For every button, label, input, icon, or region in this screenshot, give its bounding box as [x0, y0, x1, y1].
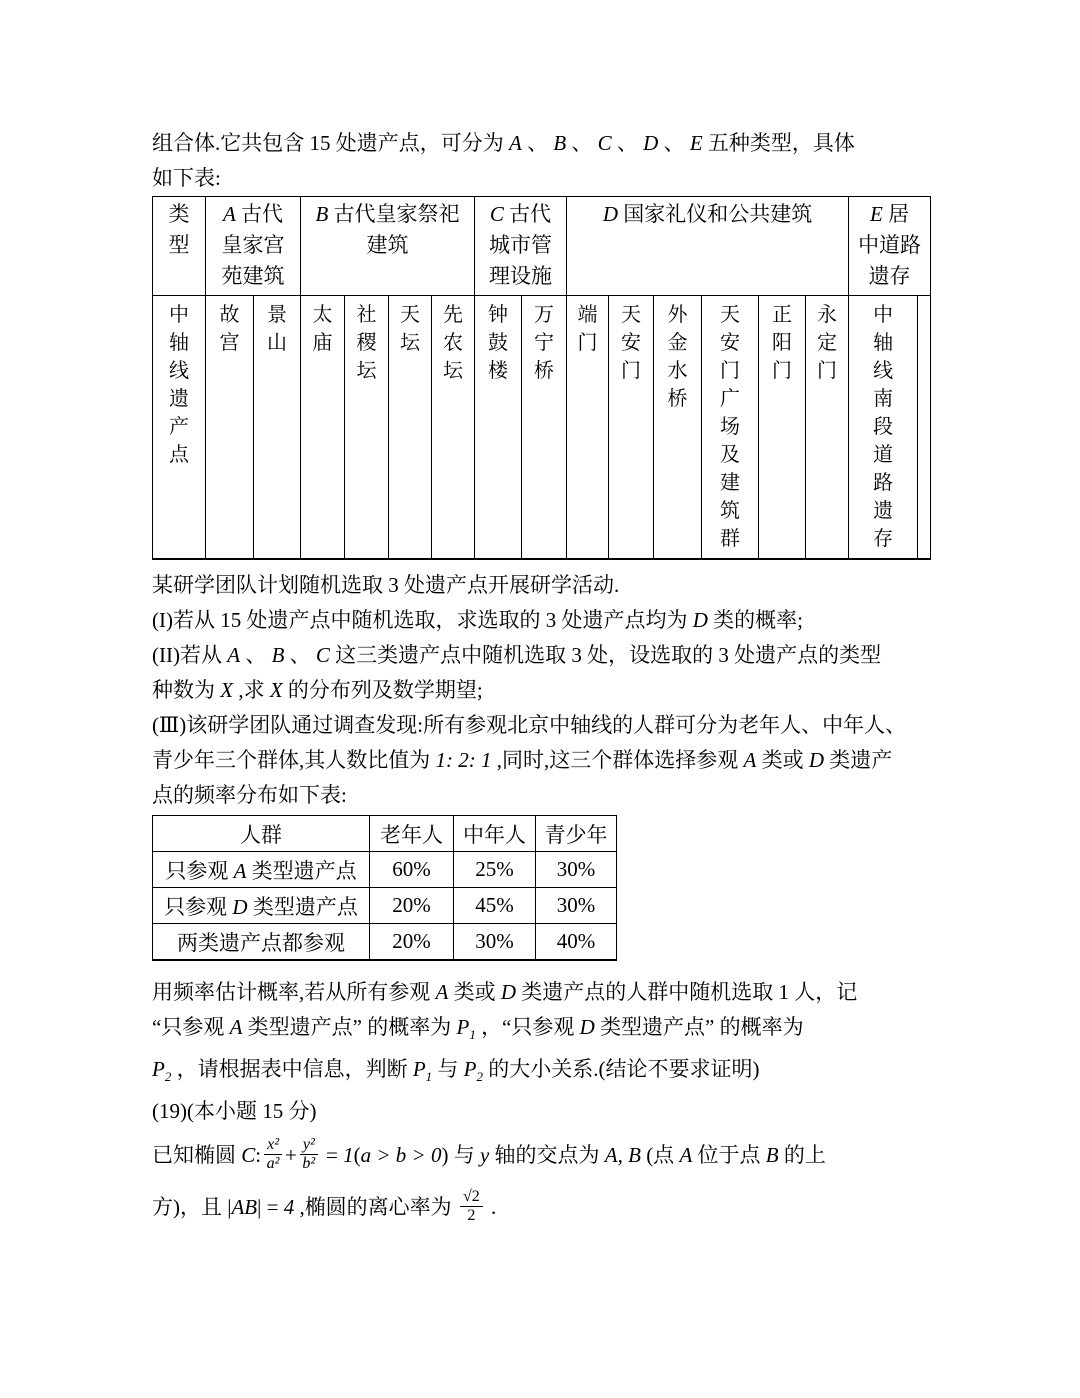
table1-header-category-b: B 古代皇家祭祀 建筑 [301, 197, 475, 296]
table1-site-cell [567, 296, 609, 560]
probability-comparison-paragraph: 用频率估计概率,若从所有参观 A 类或 D 类遗产点的人群中随机选取 1 人，记 “只参观 A 类型遗产点” 的概率为 $P_1$ ，“只参观 D 类型遗产点” 的概率为 $P_2$ ，请根据表中信息，判断 $P_1$ 与 $P_2$ 的大小关系.(结论不要求证明) [152, 980, 858, 1085]
table2-value: 45% [454, 888, 536, 924]
question-part3: (Ⅲ)该研学团队通过调查发现:所有参观北京中轴线的人群可分为老年人、中年人、 青少年三个群体,其人数比值为 1: 2: 1 ,同时,这三个群体选择参观 A 类或 D 类遗产 点的频率分布如下表: [152, 713, 907, 807]
table1-header-category-d: D 国家礼仪和公共建筑 [567, 197, 849, 296]
table1-site-cell [806, 296, 849, 560]
site-name: 天安门 [621, 304, 642, 382]
table2-row-only-d [153, 888, 617, 924]
activity-paragraph: 某研学团队计划随机选取 3 处遗产点开展研学活动. [152, 573, 620, 597]
site-name: 万宁桥 [534, 304, 555, 382]
site-name: 端门 [577, 304, 598, 354]
table2-header-youth: 青少年 [536, 816, 617, 852]
table2-value: 30% [536, 852, 617, 888]
table1-site-cell [654, 296, 702, 560]
site-name: 正阳门 [772, 304, 793, 382]
question-part2: (II)若从 A 、 B 、 C 这三类遗产点中随机选取 3 处，设选取的 3 处遗产点的类型 种数为 X ,求 X 的分布列及数学期望; [152, 643, 882, 702]
frequency-table [152, 815, 617, 961]
intro-paragraph: 组合体.它共包含 15 处遗产点，可分为 A 、 B 、 C 、 D 、 E 五种类型，具体 如下表: [152, 131, 855, 190]
table2-value: 30% [536, 888, 617, 924]
table2-value: 40% [536, 924, 617, 961]
table1-sites-row [153, 296, 931, 560]
site-name: 太庙 [312, 304, 333, 354]
site-name: 天安门广场及建筑群 [720, 304, 741, 550]
table1-header-type: 类 型 [153, 197, 206, 296]
table2-row-label: 两类遗产点都参观 [153, 924, 370, 961]
question19-ellipse-statement: 已知椭圆 C: $\frac{\text{x²}}{\text{a²}}$ + $\frac{\text{y²}}{\text{b²}}$ = 1(a > b > 0) 与 y 轴的交点为 A, B (点 A 位于点 B 的上 方)，且 |AB| = 4 ,椭圆的离心率为 $\frac{√2}{2}$ . [152, 1135, 826, 1225]
table1-site-cell [389, 296, 432, 560]
site-name: 先农坛 [443, 304, 463, 382]
table1-site-cell [432, 296, 475, 560]
site-name: 天坛 [400, 304, 420, 354]
question19-title: (19)(本小题 15 分) [152, 1099, 317, 1124]
table2-header-group: 人群 [153, 816, 370, 852]
table1-site-cell [475, 296, 522, 560]
site-name: 中轴线南段道路遗存 [873, 304, 894, 550]
page-content [152, 126, 934, 1233]
table2-row-label: 只参观 D 类型遗产点 [153, 888, 370, 924]
table2-row-only-a [153, 852, 617, 888]
table1-site-cell [609, 296, 654, 560]
site-name: 故宫 [219, 304, 240, 354]
site-name: 外金水桥 [667, 304, 688, 410]
heritage-sites-table [152, 196, 931, 560]
table1-header-category-e: E 居 中道路 遗存 [849, 197, 931, 296]
site-name: 社稷坛 [356, 304, 377, 382]
table2-value: 20% [370, 888, 454, 924]
question-part1: (I)若从 15 处遗产点中随机选取，求选取的 3 处遗产点均为 D 类的概率; [152, 608, 803, 632]
table2-value: 30% [454, 924, 536, 961]
table1-site-cell [254, 296, 301, 560]
table2-row-label: 只参观 A 类型遗产点 [153, 852, 370, 888]
table1-site-cell [702, 296, 759, 560]
table1-site-cell [301, 296, 345, 560]
table1-header-category-c: C 古代 城市管 理设施 [475, 197, 567, 296]
table1-empty-cell [918, 296, 931, 560]
table2-header-elderly: 老年人 [370, 816, 454, 852]
table1-site-cell [522, 296, 567, 560]
table1-row-header-cell [153, 296, 206, 560]
table1-row-header-text: 中轴线遗产点 [169, 304, 189, 466]
site-name: 钟鼓楼 [488, 304, 509, 382]
table1-header-category-a: A 古代 皇家宫 苑建筑 [206, 197, 301, 296]
table2-value: 60% [370, 852, 454, 888]
table1-site-cell [345, 296, 389, 560]
table1-header-row [153, 197, 931, 296]
site-name: 永定门 [817, 304, 838, 382]
table2-header-middleaged: 中年人 [454, 816, 536, 852]
table1-site-cell [206, 296, 254, 560]
table1-site-cell [759, 296, 806, 560]
site-name: 景山 [267, 304, 287, 354]
table2-value: 20% [370, 924, 454, 961]
table2-row-both [153, 924, 617, 961]
table1-site-cell [849, 296, 918, 560]
table2-value: 25% [454, 852, 536, 888]
table2-header-row [153, 816, 617, 852]
